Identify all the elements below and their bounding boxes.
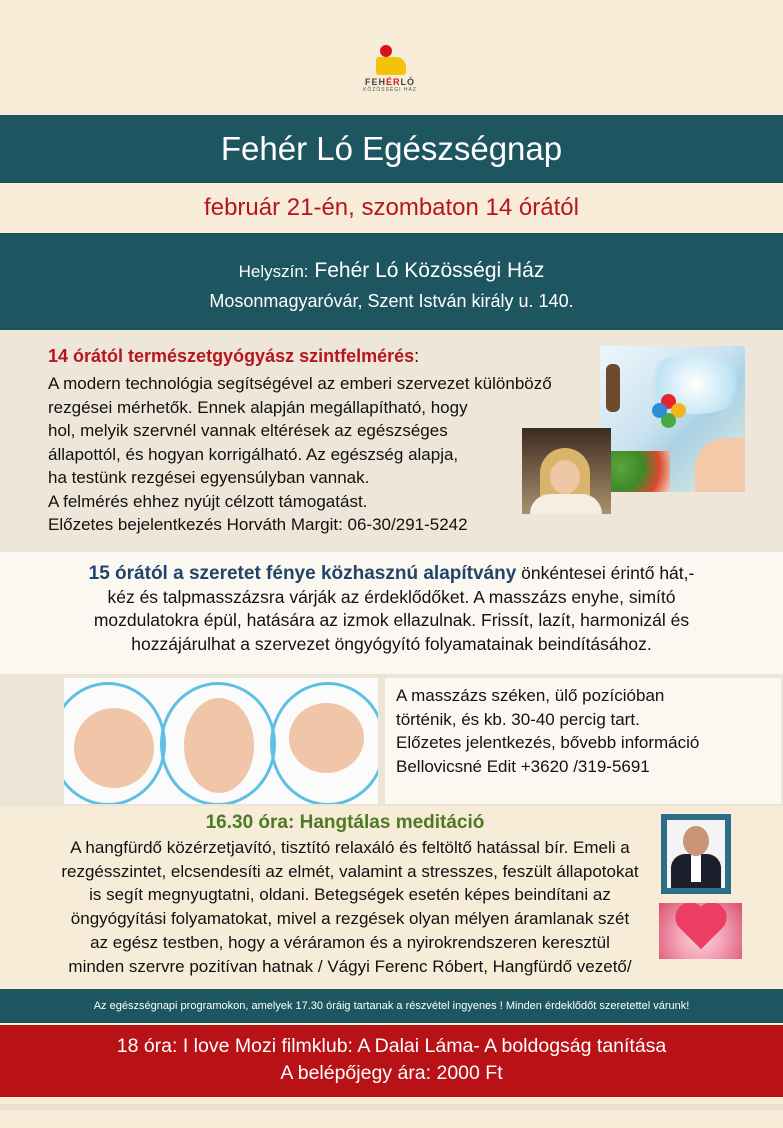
feher-lo-logo <box>360 45 420 105</box>
text-line: minden szervre pozitívan hatnak / Vágyi Ferenc Róbert, Hangfürdő vezető/ <box>68 956 632 976</box>
text-line: A felmérés ehhez nyújt célzott támogatást. <box>48 491 368 511</box>
venue-band <box>0 233 783 330</box>
text-line: az egész testben, hogy a véráramon és a nyirokrendszeren keresztül <box>90 932 610 952</box>
movie-title: 18 óra: I love Mozi filmklub: A Dalai Láma- A boldogság tanítása <box>116 1035 667 1057</box>
text-line: Előzetes jelentkezés, bővebb információ <box>396 733 700 752</box>
text-line: is segít megnyugtatni, oldani. Betegségek esetén képes beindítani az <box>89 885 611 905</box>
portrait-man-image <box>661 814 731 894</box>
text-line: mozdulatokra épül, hatására az izmok ellazulnak. Frissít, lazít, harmonizál és <box>93 610 690 630</box>
venue-address: Mosonmagyaróvár, Szent István király u. 140. <box>209 291 574 311</box>
heart-image <box>659 903 742 959</box>
movie-price: A belépőjegy ára: 2000 Ft <box>280 1062 503 1084</box>
meditation-body <box>10 836 690 978</box>
text-line: rezgésszintet, elcsendesíti az elmét, valamint a stresszes, feszült állapotokat <box>61 861 639 881</box>
free-entry-note: Az egészségnapi programokon, amelyek 17.30 óráig tartanak a részvétel ingyenes ! Minden érdeklődőt szeretettel várunk! <box>0 989 783 1023</box>
text-line: Előzetes bejelentkezés Horváth Margit: 06-30/291-5242 <box>48 515 468 534</box>
massage-info <box>396 684 699 778</box>
venue-name: Fehér Ló Közösségi Ház <box>314 259 545 282</box>
portrait-woman-image <box>522 428 611 514</box>
naturopath-title: 14 órától természetgyógyász szintfelmérés: <box>48 346 420 366</box>
divider <box>0 1104 783 1110</box>
logo-name: FEHÉRLÓ <box>364 77 415 87</box>
meditation-title: 16.30 óra: Hangtálas meditáció <box>205 812 485 833</box>
text-line: állapottól, és hogyan korrigálható. Az egészség alapja, <box>48 444 459 464</box>
text-line: Bellovicsné Edit +3620 /319-5691 <box>396 756 650 776</box>
event-title: Fehér Ló Egészségnap <box>0 115 783 183</box>
text-line: öngyógyítási folyamatokat, mivel a rezgések olyan mélyen áramlanak szét <box>70 909 630 929</box>
text-line: hol, melyik szervnél vannak eltérések az egészséges <box>48 421 448 440</box>
foundation-text <box>30 562 753 656</box>
text-line: hozzájárulhat a szervezet öngyógyító folyamatainak beindításához. <box>131 633 652 654</box>
text-line: történik, és kb. 30-40 percig tart. <box>396 709 640 729</box>
venue-line <box>0 259 783 283</box>
venue-label: Helyszín: <box>238 262 309 281</box>
text-line: A hangfürdő közérzetjavító, tisztító relaxáló és feltöltő hatással bír. Emeli a <box>70 838 630 857</box>
naturopath-body <box>48 372 552 537</box>
health-collage-image <box>600 346 745 492</box>
text-line: rezgései mérhetők. Ennek alapján megállapítható, hogy <box>48 397 468 417</box>
foundation-title: 15 órától a szeretet fénye közhasznú alapítvány <box>88 563 517 584</box>
text-line: kéz és talpmasszázsra várják az érdeklődőket. A masszázs enyhe, simító <box>107 586 676 607</box>
logo-subtitle: KÖZÖSSÉGI HÁZ <box>363 87 417 93</box>
text-line: ha testünk rezgései egyensúlyban vannak. <box>48 468 370 487</box>
text-line: A modern technológia segítségével az emberi szervezet különböző <box>48 374 552 393</box>
event-date: február 21-én, szombaton 14 órától <box>204 194 579 221</box>
movie-band <box>0 1025 783 1097</box>
text-line: A masszázs széken, ülő pozícióban <box>396 686 665 705</box>
logo-mark-icon <box>372 45 408 77</box>
massage-image <box>64 678 378 804</box>
text-line: 15 órától a szeretet fénye közhasznú alapítvány önkéntesei érintő hát,- <box>88 563 695 584</box>
